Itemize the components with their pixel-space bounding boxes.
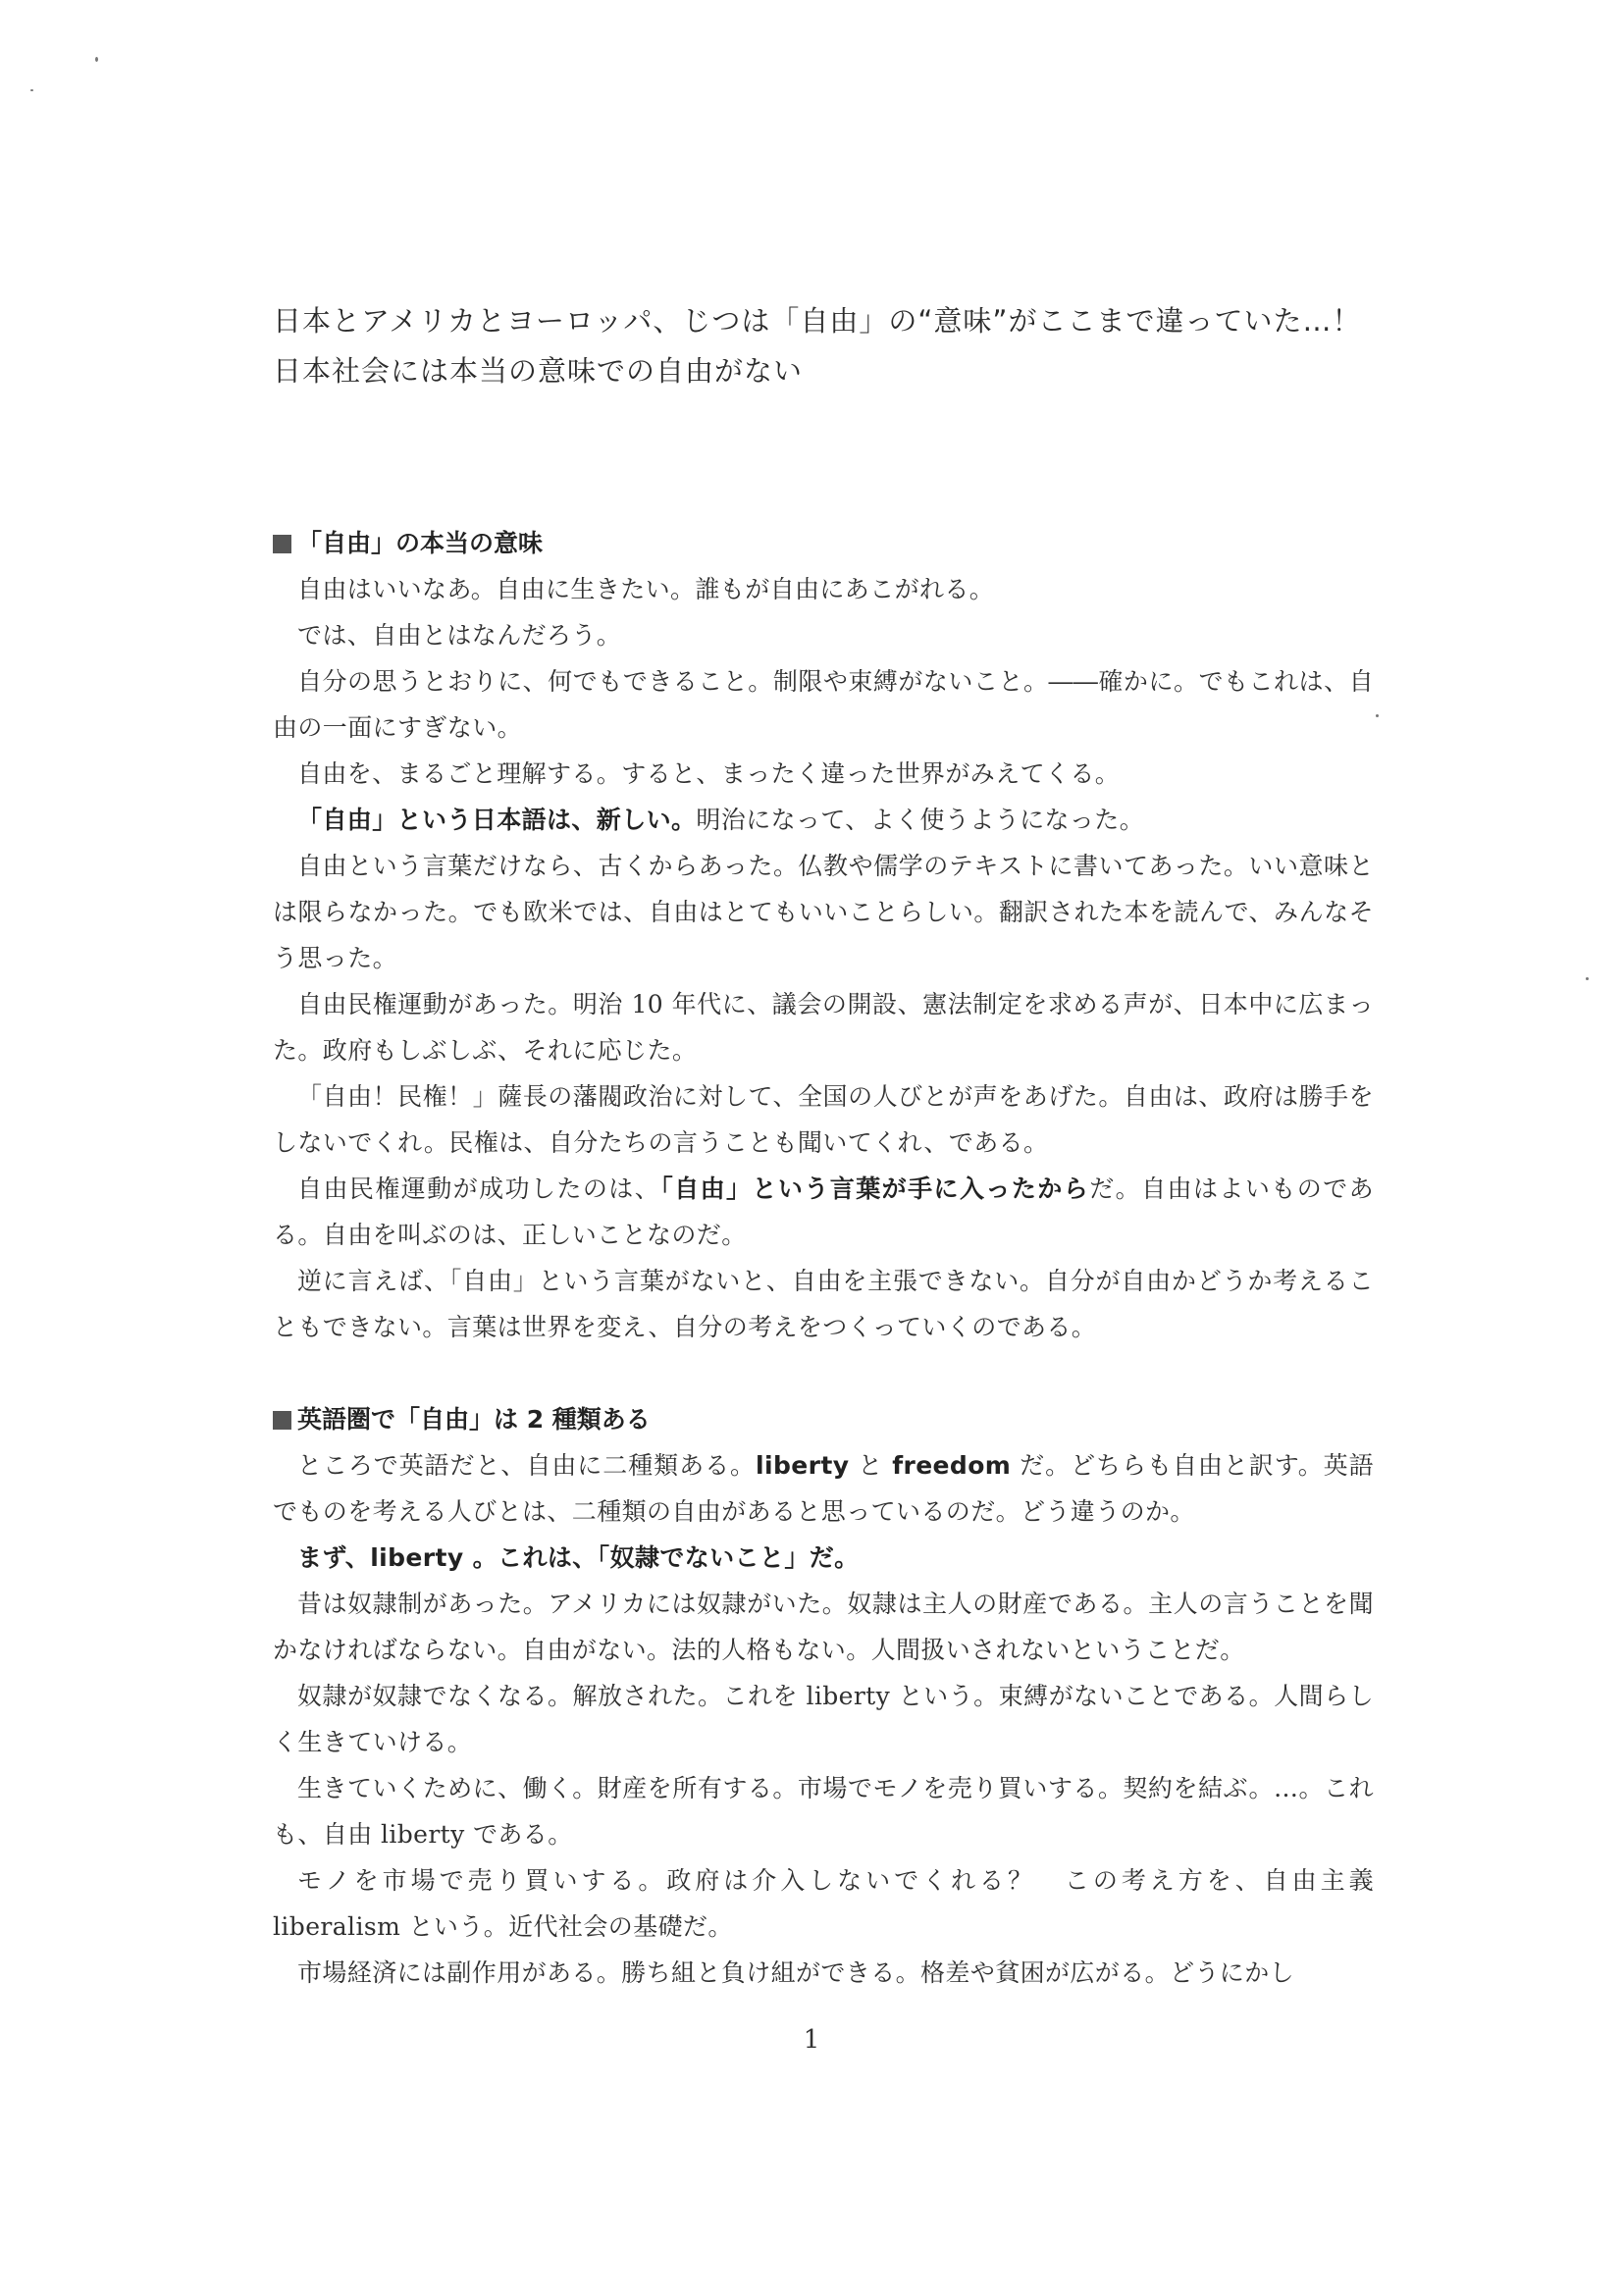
page-number: 1 [803, 2025, 820, 2055]
paragraph: 昔は奴隷制があった。アメリカには奴隷がいた。奴隷は主人の財産である。主人の言うことを聞かなければならない。自由がない。法的人格もない。人間扱いされないということだ。 [273, 1590, 1374, 1664]
paragraph: 逆に言えば、「自由」という言葉がないと、自由を主張できない。自分が自由かどうか考えることもできない。言葉は世界を変え、自分の考えをつくっていくのである。 [273, 1267, 1374, 1341]
scan-speck [1586, 977, 1589, 980]
scan-speck [95, 57, 98, 62]
paragraph: 自由という言葉だけなら、古くからあった。仏教や儒学のテキストに書いてあった。いい意味とは限らなかった。でも欧米では、自由はとてもいいことらしい。翻訳された本を読んで、みんなそう思った。 [273, 852, 1374, 972]
paragraph: 「自由！民権！」薩長の藩閥政治に対して、全国の人びとが声をあげた。自由は、政府は勝手をしないでくれ。民権は、自分たちの言うことも聞いてくれ、である。 [273, 1082, 1374, 1157]
paragraph: 市場経済には副作用がある。勝ち組と負け組ができる。格差や貧困が広がる。どうにかし [297, 1958, 1295, 1987]
article-body [273, 296, 1374, 1996]
section-heading: 「自由」の本当の意味 [273, 520, 1374, 566]
paragraph: 生きていくために、働く。財産を所有する。市場でモノを売り買いする。契約を結ぶ。…。これも、自由 liberty である。 [273, 1774, 1374, 1849]
paragraph: 奴隷が奴隷でなくなる。解放された。これを liberty という。束縛がないことである。人間らしく生きていける。 [273, 1682, 1374, 1756]
paragraph: 「自由」という日本語は、新しい。明治になって、よく使うようになった。 [297, 806, 1145, 834]
article-title [273, 296, 1374, 396]
scan-speck [1376, 714, 1379, 717]
bold-term: liberty [756, 1451, 850, 1480]
paragraph: 自由を、まるごと理解する。すると、まったく違った世界がみえてくる。 [297, 759, 1121, 788]
title-line: 日本とアメリカとヨーロッパ、じつは「自由」の“意味”がここまで違っていた…！ [273, 304, 1362, 338]
paragraph: モノを市場で売り買いする。政府は介入しないでくれる？ この考え方を、自由主義 liberalism という。近代社会の基礎だ。 [273, 1866, 1374, 1941]
bold-emphasis: 「自由」という言葉が手に入ったから [660, 1174, 1090, 1203]
paragraph: ところで英語だと、自由に二種類ある。liberty と freedom だ。どちらも自由と訳す。英語でものを考える人びとは、二種類の自由があると思っているのだ。どう違うのか。 [273, 1451, 1375, 1526]
section-heading: 英語圏で「自由」は 2 種類ある [273, 1396, 1374, 1442]
bold-emphasis: 「自由」という日本語は、新しい。 [297, 806, 697, 834]
section-meaning-of-freedom [273, 520, 1374, 1350]
paragraph: 自由はいいなあ。自由に生きたい。誰もが自由にあこがれる。 [297, 575, 995, 603]
paragraph: 自由民権運動があった。明治 10 年代に、議会の開設、憲法制定を求める声が、日本中に広まった。政府もしぶしぶ、それに応じた。 [273, 990, 1374, 1065]
scan-speck [30, 89, 33, 91]
title-line: 日本社会には本当の意味での自由がない [273, 354, 804, 388]
paragraph [273, 1535, 1374, 1581]
square-bullet-icon [273, 1411, 291, 1430]
bold-emphasis: まず、liberty 。これは、「奴隷でないこと」だ。 [297, 1543, 860, 1572]
paragraph: では、自由とはなんだろう。 [297, 621, 622, 650]
square-bullet-icon [273, 535, 291, 553]
bold-term: freedom [892, 1451, 1012, 1480]
section-two-kinds-of-freedom [273, 1396, 1374, 1996]
paragraph: 自由民権運動が成功したのは、「自由」という言葉が手に入ったからだ。自由はよいものである。自由を叫ぶのは、正しいことなのだ。 [273, 1174, 1374, 1249]
paragraph: 自分の思うとおりに、何でもできること。制限や束縛がないこと。――確かに。でもこれは、自由の一面にすぎない。 [273, 667, 1374, 742]
